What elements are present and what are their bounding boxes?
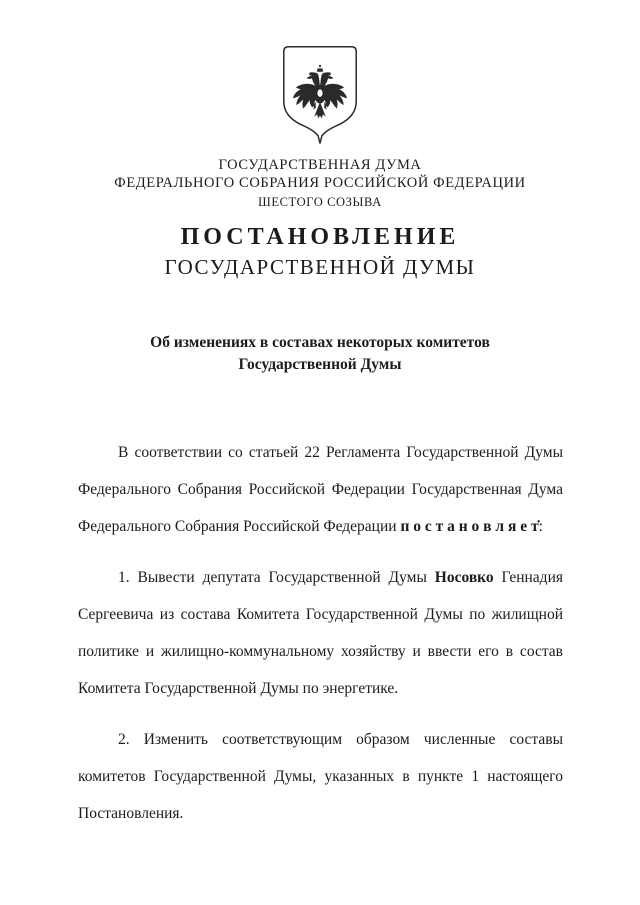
decree-word: п о с т а н о в л я е т̇ <box>400 518 539 535</box>
intro-paragraph <box>78 434 563 545</box>
document-body <box>78 434 563 832</box>
org-name-line3: ШЕСТОГО СОЗЫВА <box>258 195 382 209</box>
intro-text: В соответствии со статьей 22 Регламента Государственной Думы Федерального Собрания Российской Федерации Государственная Дума Федерального Собрания Российской Федерации <box>78 444 563 535</box>
russia-coat-of-arms-icon <box>270 44 370 148</box>
item1-after: Геннадия Сергеевича из состава Комитета Государственной Думы по жилищной политике и жилищно-коммунальному хозяйству и ввести его в состав Комитета Государственной Думы по энергетике. <box>78 569 563 697</box>
org-name-line1: ГОСУДАРСТВЕННАЯ ДУМА <box>218 157 422 173</box>
item1-surname: Носовко <box>434 569 494 586</box>
item1-before: 1. Вывести депутата Государственной Думы <box>118 569 435 586</box>
item2-text: 2. Изменить соответствующим образом численные составы комитетов Государственной Думы, указанных в пункте 1 настоящего Постановления. <box>78 731 563 822</box>
document-subject <box>0 332 640 376</box>
item-1-paragraph <box>78 559 563 707</box>
letterhead <box>0 156 640 211</box>
org-name-line2: ФЕДЕРАЛЬНОГО СОБРАНИЯ РОССИЙСКОЙ ФЕДЕРАЦИИ <box>114 175 526 191</box>
intro-tail: : <box>538 518 543 535</box>
document-type-block <box>0 224 640 280</box>
subject-line1: Об изменениях в составах некоторых комитетов <box>150 334 490 351</box>
document-type-subtitle: ГОСУДАРСТВЕННОЙ ДУМЫ <box>164 255 476 279</box>
item-2-paragraph <box>78 721 563 832</box>
document-type-title: ПОСТАНОВЛЕНИЕ <box>180 224 460 250</box>
subject-line2: Государственной Думы <box>238 356 402 373</box>
